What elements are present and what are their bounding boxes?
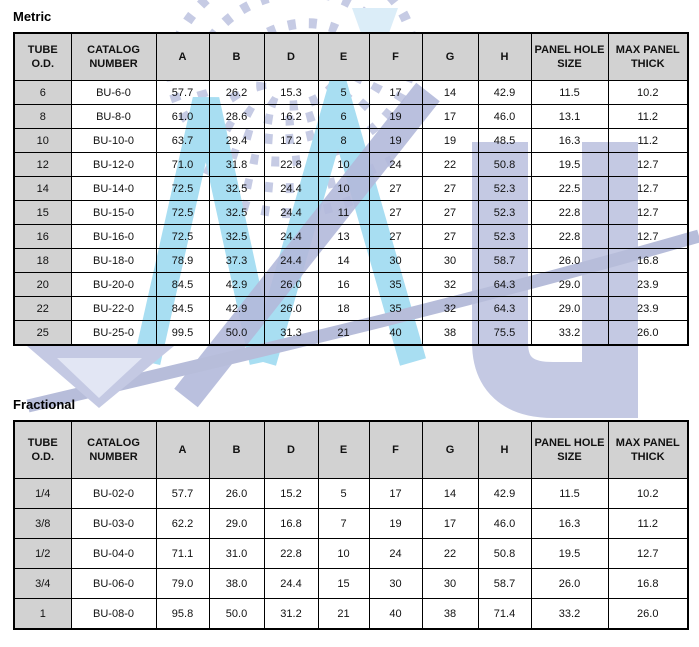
data-cell: BU-14-0	[71, 177, 156, 201]
data-cell: 38.0	[209, 569, 264, 599]
data-cell: 37.3	[209, 249, 264, 273]
data-cell: 22.8	[264, 153, 318, 177]
column-header: F	[369, 33, 422, 81]
data-cell: 15.3	[264, 81, 318, 105]
data-cell: 57.7	[156, 81, 209, 105]
data-cell: BU-15-0	[71, 201, 156, 225]
data-cell: 64.3	[478, 297, 531, 321]
data-cell: 11.2	[608, 129, 688, 153]
data-cell: 42.9	[209, 273, 264, 297]
data-cell: 72.5	[156, 225, 209, 249]
data-cell: 19	[422, 129, 478, 153]
data-cell: 12.7	[608, 201, 688, 225]
data-cell: 16.8	[608, 569, 688, 599]
data-cell: 35	[369, 297, 422, 321]
data-cell: 11.5	[531, 479, 608, 509]
data-cell: 42.9	[478, 81, 531, 105]
data-cell: BU-08-0	[71, 599, 156, 630]
data-cell: 58.7	[478, 249, 531, 273]
data-cell: 29.0	[209, 509, 264, 539]
data-cell: 19.5	[531, 539, 608, 569]
data-cell: 16.8	[608, 249, 688, 273]
data-cell: 12.7	[608, 539, 688, 569]
data-cell: 46.0	[478, 509, 531, 539]
data-cell: 23.9	[608, 297, 688, 321]
data-cell: 27	[422, 201, 478, 225]
header-row	[14, 33, 688, 81]
data-cell: 16.8	[264, 509, 318, 539]
table-row	[14, 539, 688, 569]
data-cell: 24.4	[264, 177, 318, 201]
tube-od-cell: 20	[14, 273, 71, 297]
column-header: A	[156, 421, 209, 479]
table-row	[14, 153, 688, 177]
data-cell: 75.5	[478, 321, 531, 346]
data-cell: 33.2	[531, 321, 608, 346]
data-cell: 30	[369, 569, 422, 599]
data-cell: 24	[369, 153, 422, 177]
column-header: D	[264, 421, 318, 479]
column-header: B	[209, 421, 264, 479]
tube-od-cell: 6	[14, 81, 71, 105]
column-header: G	[422, 33, 478, 81]
tube-od-cell: 22	[14, 297, 71, 321]
data-cell: 26.0	[608, 599, 688, 630]
data-cell: 78.9	[156, 249, 209, 273]
data-cell: 24	[369, 539, 422, 569]
data-cell: 32.5	[209, 201, 264, 225]
data-cell: 27	[422, 177, 478, 201]
data-cell: 42.9	[478, 479, 531, 509]
data-cell: 5	[318, 479, 369, 509]
tube-od-cell: 10	[14, 129, 71, 153]
data-cell: 32	[422, 297, 478, 321]
table-row	[14, 129, 688, 153]
data-cell: 7	[318, 509, 369, 539]
data-cell: 16	[318, 273, 369, 297]
data-cell: 50.8	[478, 153, 531, 177]
data-cell: 12.7	[608, 225, 688, 249]
tube-od-cell: 25	[14, 321, 71, 346]
table-row	[14, 177, 688, 201]
tube-od-cell: 1	[14, 599, 71, 630]
data-cell: 10	[318, 539, 369, 569]
column-header: B	[209, 33, 264, 81]
data-cell: BU-22-0	[71, 297, 156, 321]
data-cell: BU-20-0	[71, 273, 156, 297]
data-cell: 14	[422, 479, 478, 509]
data-cell: 99.5	[156, 321, 209, 346]
data-cell: 71.0	[156, 153, 209, 177]
data-cell: 26.0	[264, 297, 318, 321]
data-cell: BU-02-0	[71, 479, 156, 509]
column-header: G	[422, 421, 478, 479]
fractional-table	[13, 420, 689, 630]
data-cell: 8	[318, 129, 369, 153]
data-cell: 38	[422, 321, 478, 346]
data-cell: 26.0	[209, 479, 264, 509]
data-cell: 22	[422, 539, 478, 569]
metric-table	[13, 32, 689, 346]
column-header: MAX PANEL THICK	[608, 33, 688, 81]
data-cell: BU-12-0	[71, 153, 156, 177]
tube-od-cell: 12	[14, 153, 71, 177]
metric-section	[13, 9, 687, 346]
data-cell: 31.8	[209, 153, 264, 177]
data-cell: 23.9	[608, 273, 688, 297]
data-cell: 24.4	[264, 225, 318, 249]
data-cell: 22.8	[531, 201, 608, 225]
tube-od-cell: 3/8	[14, 509, 71, 539]
data-cell: 17	[369, 81, 422, 105]
data-cell: 10.2	[608, 81, 688, 105]
data-cell: 31.0	[209, 539, 264, 569]
column-header: CATALOG NUMBER	[71, 421, 156, 479]
data-cell: 26.0	[608, 321, 688, 346]
data-cell: 64.3	[478, 273, 531, 297]
data-cell: 31.3	[264, 321, 318, 346]
data-cell: 72.5	[156, 177, 209, 201]
data-cell: 15	[318, 569, 369, 599]
data-cell: 32.5	[209, 177, 264, 201]
data-cell: 21	[318, 599, 369, 630]
data-cell: 13.1	[531, 105, 608, 129]
data-cell: 24.4	[264, 249, 318, 273]
data-cell: 52.3	[478, 201, 531, 225]
table-row	[14, 273, 688, 297]
data-cell: BU-8-0	[71, 105, 156, 129]
data-cell: 84.5	[156, 273, 209, 297]
data-cell: 19	[369, 509, 422, 539]
table-row	[14, 249, 688, 273]
tube-od-cell: 3/4	[14, 569, 71, 599]
table-row	[14, 599, 688, 630]
table-row	[14, 201, 688, 225]
data-cell: 17.2	[264, 129, 318, 153]
data-cell: 19	[369, 105, 422, 129]
data-cell: 26.0	[531, 249, 608, 273]
column-header: TUBE O.D.	[14, 33, 71, 81]
data-cell: 14	[422, 81, 478, 105]
data-cell: 30	[422, 569, 478, 599]
data-cell: 40	[369, 599, 422, 630]
data-cell: BU-06-0	[71, 569, 156, 599]
data-cell: 27	[369, 201, 422, 225]
data-cell: 21	[318, 321, 369, 346]
data-cell: BU-6-0	[71, 81, 156, 105]
data-cell: BU-18-0	[71, 249, 156, 273]
data-cell: 63.7	[156, 129, 209, 153]
metric-section-title: Metric	[13, 9, 52, 24]
data-cell: 10	[318, 153, 369, 177]
data-cell: 17	[422, 105, 478, 129]
data-cell: 62.2	[156, 509, 209, 539]
data-cell: 22.8	[264, 539, 318, 569]
data-cell: BU-03-0	[71, 509, 156, 539]
data-cell: 30	[422, 249, 478, 273]
data-cell: 29.0	[531, 297, 608, 321]
data-cell: 52.3	[478, 225, 531, 249]
table-row	[14, 297, 688, 321]
data-cell: 17	[422, 509, 478, 539]
fractional-section-title: Fractional	[13, 397, 76, 412]
table-row	[14, 81, 688, 105]
data-cell: 22.5	[531, 177, 608, 201]
data-cell: 19.5	[531, 153, 608, 177]
column-header: E	[318, 33, 369, 81]
data-cell: 26.0	[531, 569, 608, 599]
data-cell: 27	[369, 177, 422, 201]
header-row	[14, 421, 688, 479]
data-cell: 32.5	[209, 225, 264, 249]
data-cell: 38	[422, 599, 478, 630]
data-cell: 29.4	[209, 129, 264, 153]
data-cell: 35	[369, 273, 422, 297]
data-cell: 46.0	[478, 105, 531, 129]
data-cell: 10.2	[608, 479, 688, 509]
data-cell: 12.7	[608, 153, 688, 177]
data-cell: 84.5	[156, 297, 209, 321]
data-cell: 6	[318, 105, 369, 129]
table-row	[14, 569, 688, 599]
table-row	[14, 225, 688, 249]
data-cell: 24.4	[264, 569, 318, 599]
data-cell: 19	[369, 129, 422, 153]
tube-od-cell: 14	[14, 177, 71, 201]
column-header: D	[264, 33, 318, 81]
table-row	[14, 509, 688, 539]
data-cell: 71.4	[478, 599, 531, 630]
data-cell: 58.7	[478, 569, 531, 599]
data-cell: 14	[318, 249, 369, 273]
column-header: F	[369, 421, 422, 479]
tube-od-cell: 15	[14, 201, 71, 225]
column-header: TUBE O.D.	[14, 421, 71, 479]
data-cell: 42.9	[209, 297, 264, 321]
data-cell: 26.0	[264, 273, 318, 297]
data-cell: 50.8	[478, 539, 531, 569]
data-cell: 40	[369, 321, 422, 346]
data-cell: 32	[422, 273, 478, 297]
data-cell: 15.2	[264, 479, 318, 509]
data-cell: 17	[369, 479, 422, 509]
data-cell: 57.7	[156, 479, 209, 509]
table-row	[14, 105, 688, 129]
data-cell: 27	[369, 225, 422, 249]
data-cell: 10	[318, 177, 369, 201]
data-cell: 16.3	[531, 129, 608, 153]
data-cell: 13	[318, 225, 369, 249]
data-cell: 18	[318, 297, 369, 321]
data-cell: 95.8	[156, 599, 209, 630]
column-header: A	[156, 33, 209, 81]
fractional-section	[13, 397, 687, 630]
data-cell: 52.3	[478, 177, 531, 201]
data-cell: 79.0	[156, 569, 209, 599]
data-cell: 33.2	[531, 599, 608, 630]
tube-od-cell: 18	[14, 249, 71, 273]
tube-od-cell: 16	[14, 225, 71, 249]
tube-od-cell: 8	[14, 105, 71, 129]
data-cell: BU-10-0	[71, 129, 156, 153]
data-cell: 11.2	[608, 105, 688, 129]
data-cell: BU-16-0	[71, 225, 156, 249]
table-row	[14, 479, 688, 509]
data-cell: 50.0	[209, 599, 264, 630]
tube-od-cell: 1/4	[14, 479, 71, 509]
data-cell: 22.8	[531, 225, 608, 249]
data-cell: 24.4	[264, 201, 318, 225]
data-cell: BU-04-0	[71, 539, 156, 569]
data-cell: 50.0	[209, 321, 264, 346]
data-cell: 16.3	[531, 509, 608, 539]
column-header: H	[478, 33, 531, 81]
column-header: MAX PANEL THICK	[608, 421, 688, 479]
data-cell: 26.2	[209, 81, 264, 105]
data-cell: 12.7	[608, 177, 688, 201]
tube-od-cell: 1/2	[14, 539, 71, 569]
data-cell: 16.2	[264, 105, 318, 129]
column-header: H	[478, 421, 531, 479]
data-cell: 29.0	[531, 273, 608, 297]
column-header: CATALOG NUMBER	[71, 33, 156, 81]
data-cell: 11	[318, 201, 369, 225]
data-cell: 11.2	[608, 509, 688, 539]
column-header: PANEL HOLE SIZE	[531, 421, 608, 479]
data-cell: 11.5	[531, 81, 608, 105]
data-cell: 31.2	[264, 599, 318, 630]
data-cell: 27	[422, 225, 478, 249]
data-cell: 28.6	[209, 105, 264, 129]
data-cell: 71.1	[156, 539, 209, 569]
data-cell: 61.0	[156, 105, 209, 129]
column-header: PANEL HOLE SIZE	[531, 33, 608, 81]
data-cell: 48.5	[478, 129, 531, 153]
column-header: E	[318, 421, 369, 479]
data-cell: 5	[318, 81, 369, 105]
data-cell: 22	[422, 153, 478, 177]
table-row	[14, 321, 688, 346]
data-cell: BU-25-0	[71, 321, 156, 346]
data-cell: 30	[369, 249, 422, 273]
data-cell: 72.5	[156, 201, 209, 225]
